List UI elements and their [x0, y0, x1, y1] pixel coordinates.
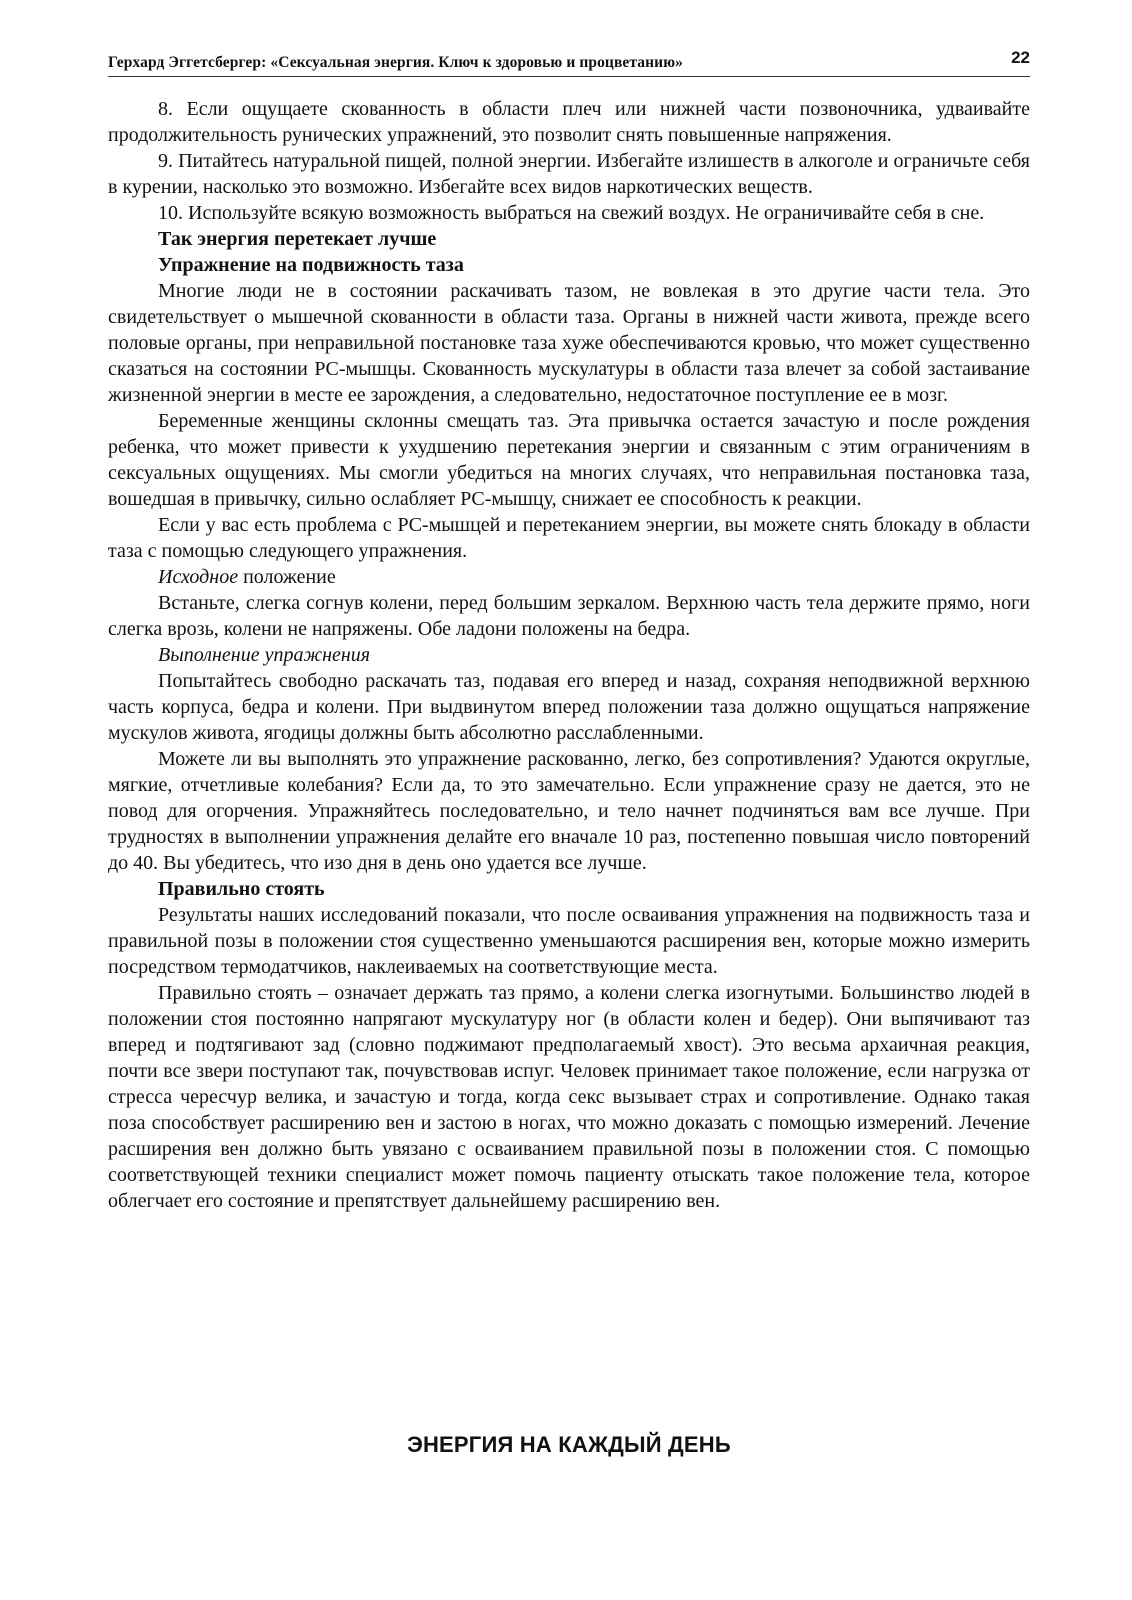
paragraph: Беременные женщины склонны смещать таз. Эта привычка остается зачастую и после рождения ребенка, что может привести к ухудшению перетекания энергии и связанным с этим ограничениям в сексуальных ощущениях. Мы смогли убедиться на многих случаях, что неправильная постановка таза, вошедшая в привычку, сильно ослабляет PC-мышцу, снижает ее способность к реакции.	[108, 410, 1030, 510]
list-item-8: 8. Если ощущаете скованность в области плеч или нижней части позвоночника, удваивайте продолжительность рунических упражнений, это позволит снять повышенные напряжения.	[108, 98, 1030, 146]
paragraph: Встаньте, слегка согнув колени, перед большим зеркалом. Верхнюю часть тела держите прямо, ноги слегка врозь, колени не напряжены. Обе ладони положены на бедра.	[108, 592, 1030, 640]
header-title: Герхард Эггетсбергер: «Сексуальная энергия. Ключ к здоровью и процветанию»	[108, 54, 684, 71]
subheading-italic-part: Выполнение упражнения	[158, 644, 371, 666]
list-item-9: 9. Питайтесь натуральной пищей, полной энергии. Избегайте излишеств в алкоголе и ограничьте себя в курении, насколько это возможно. Избегайте всех видов наркотических веществ.	[108, 150, 1030, 198]
subheading-start-position	[108, 564, 1030, 590]
subheading-italic-part: Исходное	[158, 566, 239, 588]
paragraph: Можете ли вы выполнять это упражнение раскованно, легко, без сопротивления? Удаются округлые, мягкие, отчетливые колебания? Если да, то это замечательно. Если упражнение сразу не дается, это не повод для огорчения. Упражняйтесь последовательно, и тело начнет подчиняться вам все лучше. При трудностях в выполнении упражнения делайте его вначале 10 раз, постепенно повышая число повторений до 40. Вы убедитесь, что изо дня в день оно удается все лучше.	[108, 748, 1030, 874]
page-number: 22	[1011, 48, 1030, 67]
page-body	[108, 96, 1030, 1214]
list-item-10: 10. Используйте всякую возможность выбраться на свежий воздух. Не ограничивайте себя в сне.	[158, 202, 985, 224]
paragraph: Правильно стоять – означает держать таз прямо, а колени слегка изогнутыми. Большинство людей в положении стоя постоянно напрягают мускулатуру ног (в области колен и бедер). Они выпячивают таз вперед и подтягивают зад (словно поджимают предполагаемый хвост). Это весьма архаичная реакция, почти все звери поступают так, почувствовав испуг. Человек принимает такое положение, если нагрузка от стресса чересчур велика, и зачастую и тогда, когда секс вызывает страх и сопротивление. Однако такая поза способствует расширению вен и застою в ногах, что можно доказать с помощью измерений. Лечение расширения вен должно быть увязано с осваиванием правильной позы в положении стоя. С помощью соответствующей техники специалист может помочь пациенту отыскать такое положение тела, которое облегчает его состояние и препятствует дальнейшему расширению вен.	[108, 982, 1030, 1212]
paragraph: Попытайтесь свободно раскачать таз, подавая его вперед и назад, сохраняя неподвижной верхнюю часть корпуса, бедра и колени. При выдвинутом вперед положении таза должно ощущаться напряжение мускулов живота, ягодицы должны быть абсолютно расслабленными.	[108, 670, 1030, 744]
paragraph: Если у вас есть проблема с PC-мышцей и перетеканием энергии, вы можете снять блокаду в области таза с помощью следующего упражнения.	[108, 514, 1030, 562]
heading-pelvis-exercise: Упражнение на подвижность таза	[158, 254, 464, 276]
subheading-execution	[108, 642, 1030, 668]
paragraph: Многие люди не в состоянии раскачивать тазом, не вовлекая в это другие части тела. Это свидетельствует о мышечной скованности в области таза. Органы в нижней части живота, прежде всего половые органы, при неправильной постановке таза хуже обеспечиваются кровью, что может существенно сказаться на состоянии PC-мышцы. Скованность мускулатуры в области таза влечет за собой застаивание жизненной энергии в месте ее зарождения, а следовательно, недостаточное поступление ее в мозг.	[108, 280, 1030, 406]
subheading-rest-part: положение	[238, 566, 336, 588]
section-title: ЭНЕРГИЯ НА КАЖДЫЙ ДЕНЬ	[407, 1432, 731, 1457]
heading-stand-correctly: Правильно стоять	[158, 878, 325, 900]
running-header	[108, 48, 1030, 77]
heading-energy-flow: Так энергия перетекает лучше	[158, 228, 437, 250]
paragraph: Результаты наших исследований показали, что после осваивания упражнения на подвижность таза и правильной позы в положении стоя существенно уменьшаются расширения вен, которые можно измерить посредством термодатчиков, наклеиваемых на соответствующие места.	[108, 904, 1030, 978]
